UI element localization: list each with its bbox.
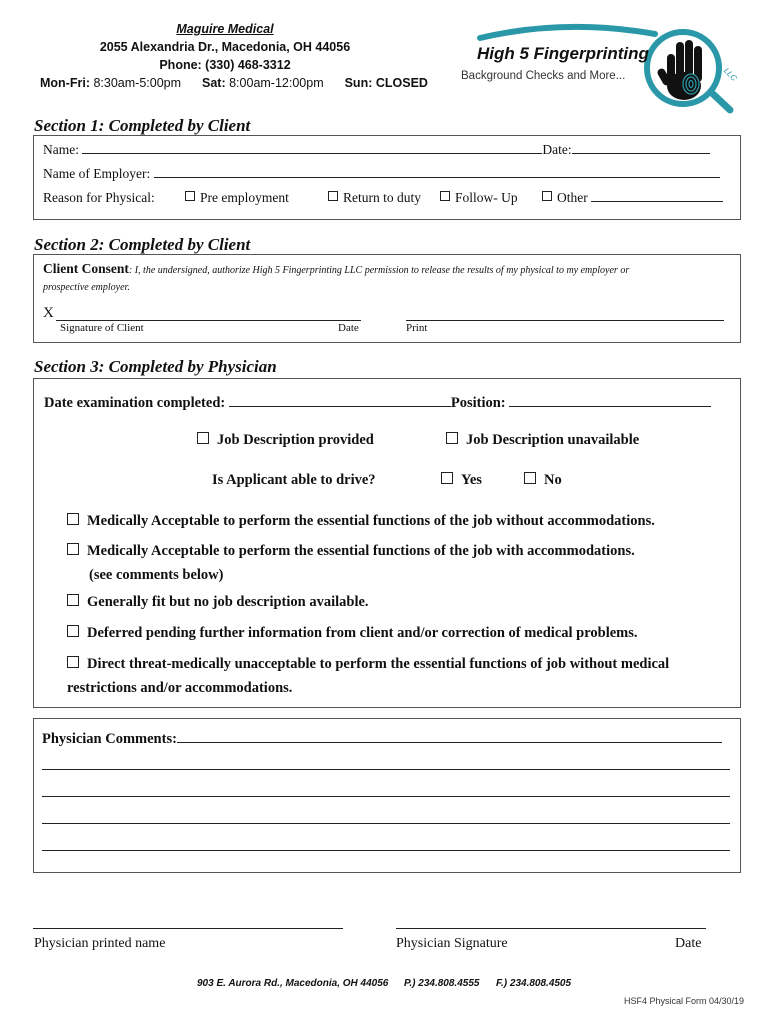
position-label: Position: [450, 395, 506, 411]
reason-option-label: Other [557, 190, 588, 205]
checkbox-icon[interactable] [197, 432, 209, 444]
physician-signature-label: Physician Signature [396, 936, 508, 951]
comments-line-3[interactable] [42, 786, 730, 797]
drive-no-label: No [544, 472, 562, 488]
employer-field[interactable] [154, 166, 720, 178]
clinic-phone: Phone: (330) 468-3312 [159, 58, 291, 72]
checkbox-icon[interactable] [328, 191, 338, 201]
option-direct-threat[interactable] [67, 656, 669, 673]
name-field[interactable] [82, 142, 542, 154]
checkbox-icon[interactable] [67, 543, 79, 555]
date-label: Date [338, 322, 359, 334]
consent-label: Client Consent [43, 261, 129, 276]
signature-label: Signature of Client [60, 322, 144, 334]
consent-text [43, 261, 733, 295]
section2-box [33, 254, 741, 343]
logo-suffix: LLC [721, 66, 739, 83]
physician-name-label: Physician printed name [34, 936, 166, 951]
company-logo [455, 20, 745, 115]
reason-option-label: Return to duty [343, 190, 421, 205]
drive-yes-label: Yes [461, 472, 482, 488]
hours-day-sat: Sat: [202, 76, 226, 90]
option-label: Generally fit but no job description available. [87, 594, 369, 610]
hours-time-weekday: 8:30am-5:00pm [93, 76, 182, 90]
consent-text-line1: : I, the undersigned, authorize High 5 Fingerprinting LLC permission to release the results of my physical to my employer or [128, 265, 630, 276]
position-field[interactable] [509, 395, 711, 407]
footer-address: 903 E. Aurora Rd., Macedonia, OH 44056 [197, 978, 389, 989]
exam-date-field[interactable] [229, 395, 451, 407]
option-direct-threat-cont: restrictions and/or accommodations. [67, 680, 293, 696]
drive-yes[interactable] [441, 472, 482, 489]
employer-row [43, 166, 720, 182]
job-desc-provided[interactable] [197, 432, 374, 449]
comments-row [42, 731, 722, 748]
logo-tagline: Background Checks and More... [461, 70, 626, 82]
clinic-name: Maguire Medical [176, 22, 274, 36]
checkbox-icon[interactable] [441, 472, 453, 484]
clinic-header [30, 20, 420, 74]
reason-label: Reason for Physical: [43, 190, 155, 205]
section3-box [33, 378, 741, 708]
section3-title: Section 3: Completed by Physician [34, 357, 277, 376]
option-deferred[interactable] [67, 625, 638, 642]
checkbox-icon[interactable] [446, 432, 458, 444]
reason-row [43, 190, 155, 206]
option-label: Deferred pending further information from client and/or correction of medical problems. [87, 625, 638, 641]
hours-time-sat: 8:00am-12:00pm [229, 76, 324, 90]
checkbox-icon[interactable] [67, 594, 79, 606]
reason-other[interactable] [542, 190, 723, 206]
name-row [43, 142, 710, 158]
section1-title: Section 1: Completed by Client [34, 116, 251, 135]
comments-label: Physician Comments: [42, 731, 177, 747]
checkbox-icon[interactable] [67, 513, 79, 525]
option-label: Medically Acceptable to perform the essential functions of the job with accommodations. [87, 543, 635, 559]
checkbox-icon[interactable] [185, 191, 195, 201]
option-acceptable-with[interactable] [67, 543, 635, 560]
option-label: Medically Acceptable to perform the essential functions of the job without accommodations. [87, 513, 655, 529]
clinic-address: 2055 Alexandria Dr., Macedonia, OH 44056 [99, 40, 351, 54]
hours-day-sun: Sun: [344, 76, 373, 90]
option-generally-fit[interactable] [67, 594, 369, 611]
drive-question: Is Applicant able to drive? [212, 472, 376, 488]
logo-graphic-icon [455, 20, 745, 115]
clinic-hours [40, 76, 428, 90]
exam-date-label: Date examination completed: [44, 395, 226, 411]
comments-line-4[interactable] [42, 813, 730, 824]
reason-return-to-duty[interactable] [328, 190, 421, 206]
drive-no[interactable] [524, 472, 562, 489]
option-see-comments: (see comments below) [89, 567, 224, 583]
reason-option-label: Follow- Up [455, 190, 518, 205]
physician-date-label: Date [675, 936, 702, 951]
job-desc-unavailable[interactable] [446, 432, 639, 449]
hours-day-weekday: Mon-Fri: [40, 76, 90, 90]
reason-pre-employment[interactable] [185, 190, 289, 206]
consent-text-line2: prospective employer. [43, 282, 130, 293]
footer-fax: F.) 234.808.4505 [496, 978, 572, 989]
comments-line-1[interactable] [177, 731, 722, 743]
other-field[interactable] [591, 190, 723, 202]
employer-label: Name of Employer: [43, 166, 151, 181]
option-label: Direct threat-medically unacceptable to perform the essential functions of job without medical [87, 656, 670, 672]
checkbox-icon[interactable] [524, 472, 536, 484]
physician-signature-line[interactable] [396, 918, 706, 929]
job-desc-unavailable-label: Job Description unavailable [466, 432, 640, 448]
checkbox-icon[interactable] [440, 191, 450, 201]
comments-line-5[interactable] [42, 840, 730, 851]
checkbox-icon[interactable] [542, 191, 552, 201]
job-desc-provided-label: Job Description provided [217, 432, 374, 448]
section2-title: Section 2: Completed by Client [34, 235, 251, 254]
name-label: Name: [43, 142, 79, 157]
date-field[interactable] [572, 142, 710, 154]
physician-name-line[interactable] [33, 918, 343, 929]
comments-line-2[interactable] [42, 759, 730, 770]
signature-x-mark: X [43, 305, 54, 321]
client-signature-line[interactable] [56, 305, 361, 321]
date-label: Date: [542, 142, 572, 157]
checkbox-icon[interactable] [67, 656, 79, 668]
logo-name: High 5 Fingerprinting [477, 44, 649, 63]
exam-date-row [44, 395, 711, 412]
checkbox-icon[interactable] [67, 625, 79, 637]
hours-time-sun: CLOSED [375, 76, 428, 90]
comments-box [33, 718, 741, 873]
reason-option-label: Pre employment [200, 190, 289, 205]
print-label: Print [406, 322, 428, 334]
footer-phone: P.) 234.808.4555 [404, 978, 480, 989]
form-id: HSF4 Physical Form 04/30/19 [624, 996, 745, 1006]
reason-follow-up[interactable] [440, 190, 518, 206]
client-print-line[interactable] [406, 305, 724, 321]
option-acceptable-without[interactable] [67, 513, 655, 530]
section1-box [33, 135, 741, 220]
